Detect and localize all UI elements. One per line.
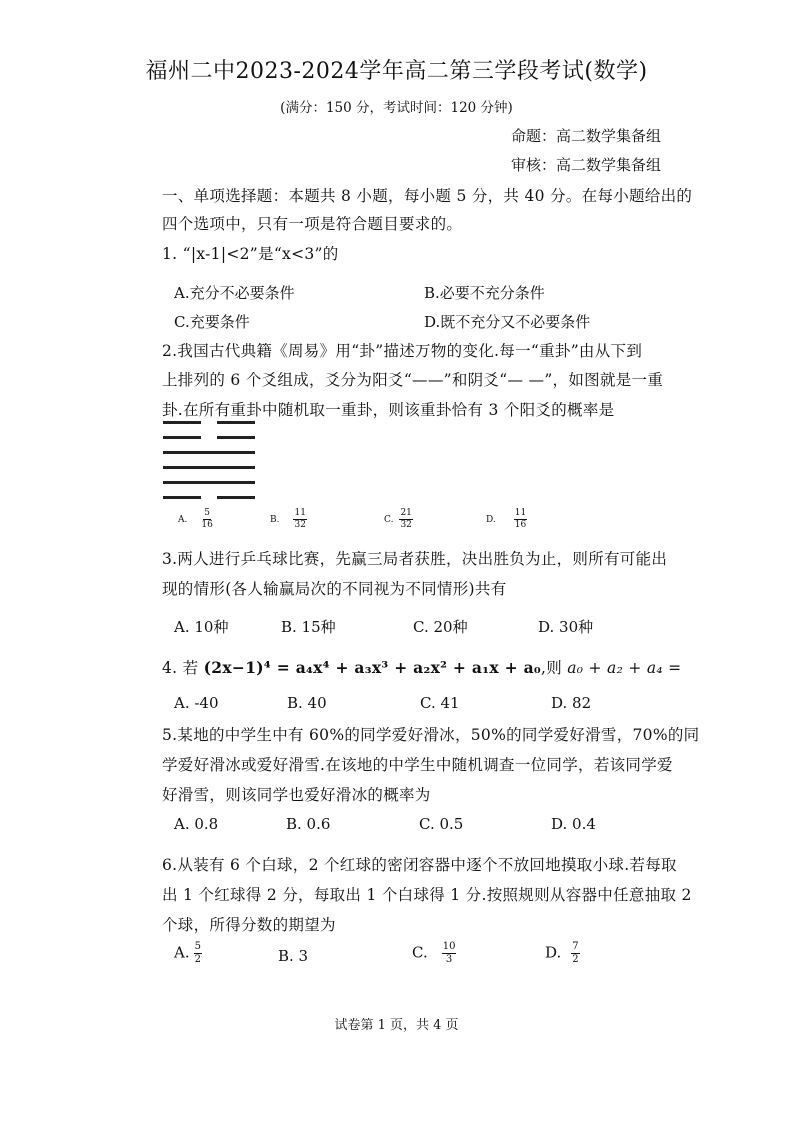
q2-line3: 卦.在所有重卦中随机取一重卦，则该重卦恰有 3 个阳爻的概率是: [162, 401, 615, 419]
q3-option-c: C. 20种: [413, 618, 468, 636]
q1-stem: 1. “|x-1|<2”是“x<3”的: [162, 245, 339, 263]
q5-option-b: B. 0.6: [286, 815, 331, 833]
q4-option-d: D. 82: [551, 694, 592, 712]
q5-line2: 学爱好滑冰或爱好滑雪.在该地的中学生中随机调查一位同学，若该同学爱: [162, 756, 673, 774]
q3-option-a: A. 10种: [174, 618, 229, 636]
q6-option-d: D. $\frac{7}{2}$: [545, 941, 579, 965]
q6-option-c: C. $\frac{10}{3}$: [412, 941, 456, 965]
q4-stem: 4. 若 (2x−1)⁴ = a₄x⁴ + a₃x³ + a₂x² + a₁x + a₀,则 a₀ + a₂ + a₄ =: [162, 658, 682, 677]
q4-option-b: B. 40: [287, 694, 327, 712]
q3-line2: 现的情形(各人输赢局次的不同视为不同情形)共有: [162, 580, 507, 598]
q5-option-a: A. 0.8: [174, 815, 219, 833]
yin-line-right: [217, 436, 255, 439]
exam-title: 福州二中2023-2024学年高二第三学段考试(数学): [145, 59, 648, 84]
q1-option-c: C.充要条件: [174, 313, 250, 331]
yin-line-right: [217, 496, 255, 499]
q6-line2: 出 1 个红球得 2 分，每取出 1 个白球得 1 分.按照规则从容器中任意抽取 2: [162, 886, 692, 904]
section-heading-line1: 一、单项选择题：本题共 8 小题，每小题 5 分，共 40 分。在每小题给出的: [162, 187, 693, 205]
q1-option-d: D.既不充分又不必要条件: [424, 313, 591, 331]
exam-subtitle: (满分：150 分，考试时间：120 分钟): [280, 100, 513, 116]
q6-option-b: B. 3: [278, 947, 309, 965]
q5-option-d: D. 0.4: [551, 815, 596, 833]
q2-option-d: D. $\frac{11}{16}$: [486, 508, 527, 530]
q3-line1: 3.两人进行乒乓球比赛，先赢三局者获胜，决出胜负为止，则所有可能出: [162, 550, 668, 568]
q6-line1: 6.从装有 6 个白球，2 个红球的密闭容器中逐个不放回地摸取小球.若每取: [162, 856, 677, 874]
page-footer: 试卷第 1 页，共 4 页: [334, 1018, 459, 1033]
q1-option-a: A.充分不必要条件: [174, 284, 295, 302]
reviewer-line: 审核：高二数学集备组: [511, 156, 662, 174]
yin-line-left: [163, 496, 201, 499]
q2-line1: 2.我国古代典籍《周易》用“卦”描述万物的变化.每一“重卦”由从下到: [162, 342, 643, 360]
q4-option-c: C. 41: [420, 694, 460, 712]
q3-option-b: B. 15种: [281, 618, 336, 636]
q4-ask: a₀ + a₂ + a₄ =: [567, 659, 682, 677]
yin-line-right: [217, 421, 255, 424]
q1-option-b: B.必要不充分条件: [424, 284, 545, 302]
q2-option-b: B. $\frac{11}{32}$: [270, 508, 306, 530]
section-heading-line2: 四个选项中，只有一项是符合题目要求的。: [162, 215, 463, 233]
yang-line: [163, 481, 255, 484]
q5-option-c: C. 0.5: [419, 815, 464, 833]
yang-line: [163, 466, 255, 469]
q2-option-c: C. $\frac{21}{32}$: [384, 508, 412, 530]
q4-formula: (2x−1)⁴ = a₄x⁴ + a₃x³ + a₂x² + a₁x + a₀: [203, 658, 541, 677]
hexagram-figure: [163, 419, 255, 503]
q2-option-a: A. $\frac{5}{16}$: [178, 508, 213, 530]
author-line: 命题：高二数学集备组: [511, 127, 662, 145]
q3-option-d: D. 30种: [538, 618, 594, 636]
q6-option-a: A. $\frac{5}{2}$: [174, 941, 201, 965]
yang-line: [163, 451, 255, 454]
q6-line3: 个球，所得分数的期望为: [162, 916, 336, 934]
yin-line-left: [163, 436, 201, 439]
yin-line-left: [163, 421, 201, 424]
q5-line1: 5.某地的中学生中有 60%的同学爱好滑冰，50%的同学爱好滑雪，70%的同: [162, 726, 700, 744]
q5-line3: 好滑雪，则该同学也爱好滑冰的概率为: [162, 786, 431, 804]
q4-option-a: A. -40: [174, 694, 219, 712]
q2-line2: 上排列的 6 个爻组成，爻分为阳爻“——”和阴爻“— —”，如图就是一重: [162, 371, 664, 389]
